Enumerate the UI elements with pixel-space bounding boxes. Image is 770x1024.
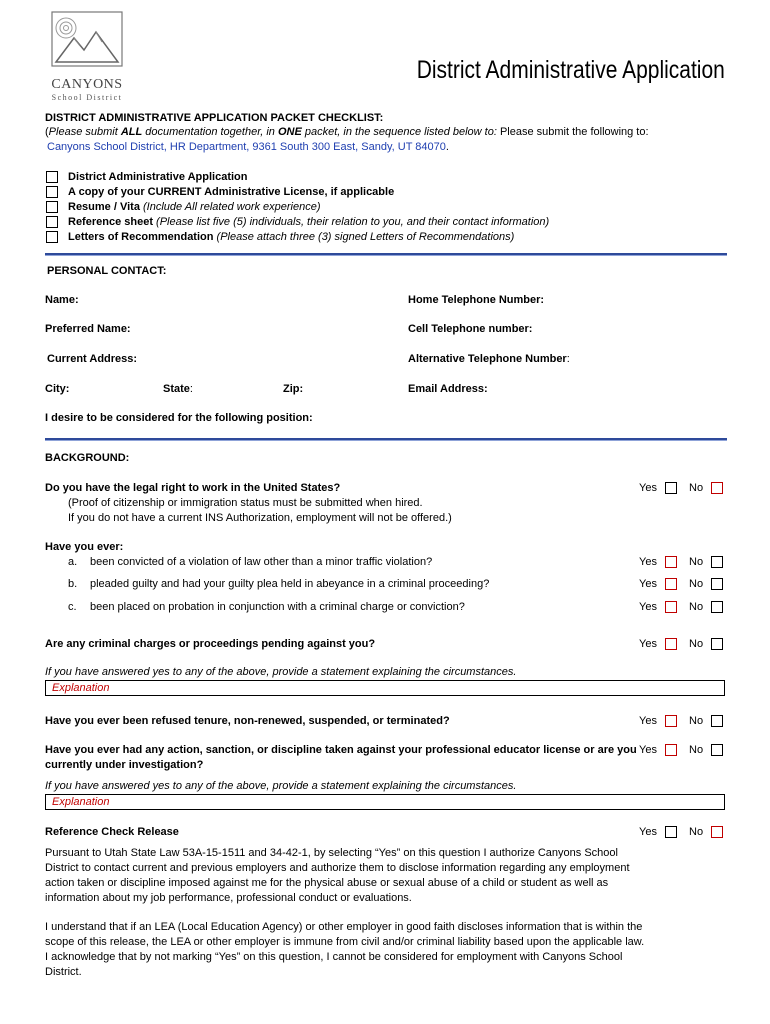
state-label: State: bbox=[163, 383, 193, 395]
no-label: No bbox=[689, 578, 704, 590]
section-divider bbox=[45, 438, 727, 441]
yes-label: Yes bbox=[639, 826, 657, 838]
explanation-field[interactable] bbox=[45, 794, 725, 810]
no-label: No bbox=[689, 638, 704, 650]
no-checkbox[interactable] bbox=[711, 715, 723, 727]
no-label: No bbox=[689, 601, 704, 613]
tenure-question: Have you ever been refused tenure, non-renewed, suspended, or terminated? bbox=[45, 715, 450, 727]
explanation-instruction: If you have answered yes to any of the above, provide a statement explaining the circumstances. bbox=[45, 666, 517, 678]
no-label: No bbox=[689, 715, 704, 727]
logo-graphic bbox=[46, 10, 128, 72]
yes-checkbox[interactable] bbox=[665, 578, 677, 590]
yes-checkbox[interactable] bbox=[665, 715, 677, 727]
probation-question: been placed on probation in conjunction with a criminal charge or conviction? bbox=[90, 601, 465, 613]
reference-release-paragraph: Pursuant to Utah State Law 53A-15-1511 and 34-42-1, by selecting “Yes” on this question I authorize Canyons School District to contact current and previous employers and authorize them to disclose information regarding any employment action taken or discipline imposed against me for the physical abuse or sexual abuse of a child or student as well as information about my job performance, professional conduct or evaluations. bbox=[45, 847, 630, 904]
pending-charges-question: Are any criminal charges or proceedings pending against you? bbox=[45, 638, 376, 650]
reference-release-paragraph: I understand that if an LEA (Local Education Agency) or other employer in good faith discloses information that is within the scope of this release, the LEA or other employer is immune from civil and/or criminal liability based upon the applicable law. I acknowledge that by not marking “Yes” on this question, I cannot be considered for employment with Canyons School District. bbox=[45, 921, 645, 978]
yes-label: Yes bbox=[639, 578, 657, 590]
explanation-instruction: If you have answered yes to any of the above, provide a statement explaining the circumstances. bbox=[45, 780, 517, 792]
logo bbox=[46, 10, 128, 102]
no-checkbox[interactable] bbox=[711, 744, 723, 756]
submission-address: Canyons School District, HR Department, 9361 South 300 East, Sandy, UT 84070. bbox=[47, 141, 449, 153]
yes-label: Yes bbox=[639, 601, 657, 613]
explanation-placeholder: Explanation bbox=[52, 682, 110, 694]
alt-phone-label: Alternative Telephone Number: bbox=[408, 353, 570, 365]
position-label: I desire to be considered for the following position: bbox=[45, 412, 313, 424]
checklist-checkbox[interactable] bbox=[46, 231, 58, 243]
city-label: City: bbox=[45, 383, 70, 395]
license-question: Have you ever had any action, sanction, or discipline taken against your professional educator license or are you bbox=[45, 744, 637, 756]
preferred-name-label: Preferred Name: bbox=[45, 323, 131, 335]
yes-label: Yes bbox=[639, 556, 657, 568]
conviction-question: been convicted of a violation of law other than a minor traffic violation? bbox=[90, 556, 433, 568]
page-title: District Administrative Application bbox=[416, 56, 725, 84]
sub-question-letter: a. bbox=[68, 556, 78, 568]
no-checkbox[interactable] bbox=[711, 638, 723, 650]
no-label: No bbox=[689, 482, 704, 494]
checklist-checkbox[interactable] bbox=[46, 216, 58, 228]
guilty-plea-question: pleaded guilty and had your guilty plea held in abeyance in a criminal proceeding? bbox=[90, 578, 490, 590]
address-label: Current Address: bbox=[47, 353, 138, 365]
checklist-checkbox[interactable] bbox=[46, 171, 58, 183]
checklist-item: Resume / Vita (Include All related work experience) bbox=[68, 201, 321, 213]
legal-right-note: If you do not have a current INS Authorization, employment will not be offered.) bbox=[68, 512, 452, 524]
cell-phone-label: Cell Telephone number: bbox=[408, 323, 533, 335]
explanation-placeholder: Explanation bbox=[52, 796, 110, 808]
checklist-item: A copy of your CURRENT Administrative License, if applicable bbox=[68, 186, 395, 198]
legal-right-question: Do you have the legal right to work in the United States? bbox=[45, 482, 341, 494]
zip-label: Zip: bbox=[283, 383, 304, 395]
checklist-checkbox[interactable] bbox=[46, 186, 58, 198]
no-checkbox[interactable] bbox=[711, 578, 723, 590]
yes-checkbox[interactable] bbox=[665, 826, 677, 838]
yes-label: Yes bbox=[639, 744, 657, 756]
no-label: No bbox=[689, 826, 704, 838]
sub-question-letter: c. bbox=[68, 601, 77, 613]
logo-name: CANYONS bbox=[51, 77, 123, 92]
no-label: No bbox=[689, 744, 704, 756]
background-heading: BACKGROUND: bbox=[45, 452, 130, 464]
yes-checkbox[interactable] bbox=[665, 638, 677, 650]
checklist-heading: DISTRICT ADMINISTRATIVE APPLICATION PACKET CHECKLIST: bbox=[45, 112, 384, 124]
legal-right-note: (Proof of citizenship or immigration status must be submitted when hired. bbox=[68, 497, 423, 509]
name-label: Name: bbox=[45, 294, 79, 306]
checklist-checkbox[interactable] bbox=[46, 201, 58, 213]
yes-label: Yes bbox=[639, 638, 657, 650]
checklist-instructions: (Please submit ALL documentation together, in ONE packet, in the sequence listed below to: Please submit the following to: bbox=[45, 126, 649, 138]
yes-checkbox[interactable] bbox=[665, 744, 677, 756]
license-question-cont: currently under investigation? bbox=[45, 759, 204, 771]
email-label: Email Address: bbox=[408, 383, 488, 395]
no-checkbox[interactable] bbox=[711, 601, 723, 613]
checklist-item: Reference sheet (Please list five (5) individuals, their relation to you, and their contact information) bbox=[68, 216, 550, 228]
yes-label: Yes bbox=[639, 482, 657, 494]
sub-question-letter: b. bbox=[68, 578, 78, 590]
no-checkbox[interactable] bbox=[711, 826, 723, 838]
checklist-item: Letters of Recommendation (Please attach three (3) signed Letters of Recommendations) bbox=[68, 231, 515, 243]
no-label: No bbox=[689, 556, 704, 568]
explanation-field[interactable] bbox=[45, 680, 725, 696]
logo-subtitle: School District bbox=[51, 93, 123, 102]
have-you-ever-label: Have you ever: bbox=[45, 541, 124, 553]
yes-checkbox[interactable] bbox=[665, 482, 677, 494]
no-checkbox[interactable] bbox=[711, 556, 723, 568]
yes-label: Yes bbox=[639, 715, 657, 727]
no-checkbox[interactable] bbox=[711, 482, 723, 494]
yes-checkbox[interactable] bbox=[665, 556, 677, 568]
home-phone-label: Home Telephone Number: bbox=[408, 294, 545, 306]
section-divider bbox=[45, 253, 727, 256]
reference-heading: Reference Check Release bbox=[45, 826, 179, 838]
personal-heading: PERSONAL CONTACT: bbox=[47, 265, 167, 277]
checklist-item: District Administrative Application bbox=[68, 171, 248, 183]
yes-checkbox[interactable] bbox=[665, 601, 677, 613]
